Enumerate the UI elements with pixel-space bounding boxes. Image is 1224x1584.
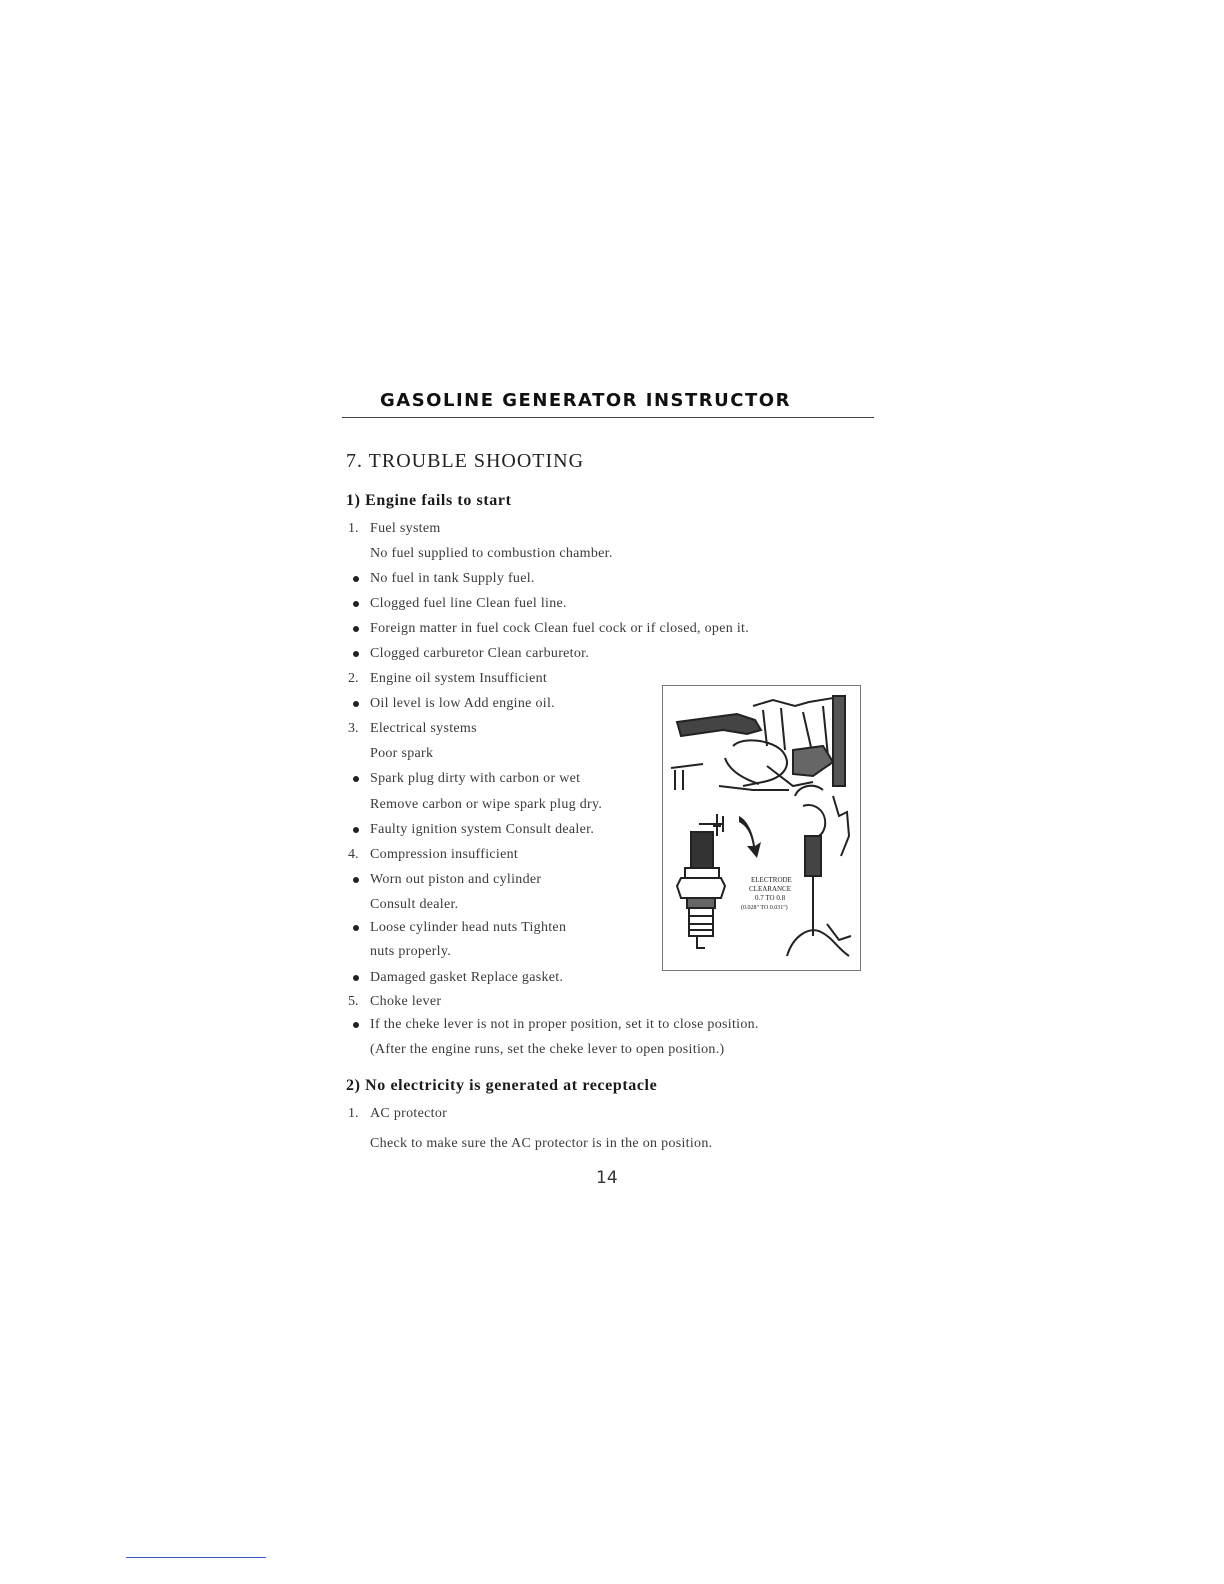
page-number: 14: [596, 1168, 618, 1188]
item-choke-lever: Choke lever: [370, 994, 442, 1009]
item-faulty-ignition: Faulty ignition system Consult dealer.: [370, 822, 595, 837]
bullet-icon: [353, 701, 359, 707]
bullet-icon: [353, 975, 359, 981]
subsection-title-no-electricity: 2) No electricity is generated at receptacle: [346, 1077, 658, 1094]
item-number: 1.: [348, 521, 359, 536]
figure-label-line-1: ELECTRODE: [751, 876, 792, 884]
item-nuts-properly: nuts properly.: [370, 944, 452, 959]
bullet-icon: [353, 651, 359, 657]
curved-arrow-icon: [739, 816, 761, 858]
item-spark-remove: Remove carbon or wipe spark plug dry.: [370, 797, 603, 812]
plug-wrench-drawing: [671, 696, 845, 790]
figure-label-line-4: (0.028" TO 0.031"): [741, 905, 788, 911]
bottom-rule: [126, 1557, 266, 1558]
bullet-icon: [353, 925, 359, 931]
item-choke-position: If the cheke lever is not in proper position, set it to close position.: [370, 1017, 759, 1032]
item-poor-spark: Poor spark: [370, 746, 434, 761]
bullet-icon: [353, 1022, 359, 1028]
section-title: 7. TROUBLE SHOOTING: [346, 450, 585, 472]
bullet-icon: [353, 576, 359, 582]
document-header-title: GASOLINE GENERATOR INSTRUCTOR: [380, 390, 791, 411]
feeler-gauge-drawing: [787, 786, 851, 956]
subsection-title-engine-fails: 1) Engine fails to start: [346, 492, 512, 509]
item-number: 2.: [348, 671, 359, 686]
item-ac-protector: AC protector: [370, 1106, 448, 1121]
bullet-icon: [353, 827, 359, 833]
item-oil-system: Engine oil system Insufficient: [370, 671, 548, 686]
item-spark-dirty: Spark plug dirty with carbon or wet: [370, 771, 581, 786]
item-damaged-gasket: Damaged gasket Replace gasket.: [370, 970, 564, 985]
bullet-icon: [353, 626, 359, 632]
item-compression: Compression insufficient: [370, 847, 519, 862]
bullet-icon: [353, 601, 359, 607]
item-foreign-matter: Foreign matter in fuel cock Clean fuel cock or if closed, open it.: [370, 621, 750, 636]
item-oil-low: Oil level is low Add engine oil.: [370, 696, 555, 711]
spark-plug-drawing: [677, 814, 725, 948]
header-divider: [342, 417, 874, 418]
item-choke-after: (After the engine runs, set the cheke lever to open position.): [370, 1042, 725, 1057]
item-number: 5.: [348, 994, 359, 1009]
figure-label-line-2: CLEARANCE: [749, 885, 791, 893]
item-number: 3.: [348, 721, 359, 736]
spark-plug-figure: [662, 685, 861, 971]
spark-plug-illustration: [663, 686, 860, 970]
item-fuel-system: Fuel system: [370, 521, 441, 536]
item-ac-check: Check to make sure the AC protector is in the on position.: [370, 1136, 713, 1151]
figure-label-line-3: 0.7 TO 0.8: [755, 894, 786, 902]
bullet-icon: [353, 877, 359, 883]
item-fuel-note: No fuel supplied to combustion chamber.: [370, 546, 613, 561]
item-number: 4.: [348, 847, 359, 862]
item-clogged-line: Clogged fuel line Clean fuel line.: [370, 596, 567, 611]
item-clogged-carb: Clogged carburetor Clean carburetor.: [370, 646, 590, 661]
item-consult-dealer: Consult dealer.: [370, 897, 459, 912]
item-loose-nuts: Loose cylinder head nuts Tighten: [370, 920, 567, 935]
item-number: 1.: [348, 1106, 359, 1121]
item-worn-piston: Worn out piston and cylinder: [370, 872, 542, 887]
bullet-icon: [353, 776, 359, 782]
item-no-fuel: No fuel in tank Supply fuel.: [370, 571, 535, 586]
item-electrical-systems: Electrical systems: [370, 721, 477, 736]
